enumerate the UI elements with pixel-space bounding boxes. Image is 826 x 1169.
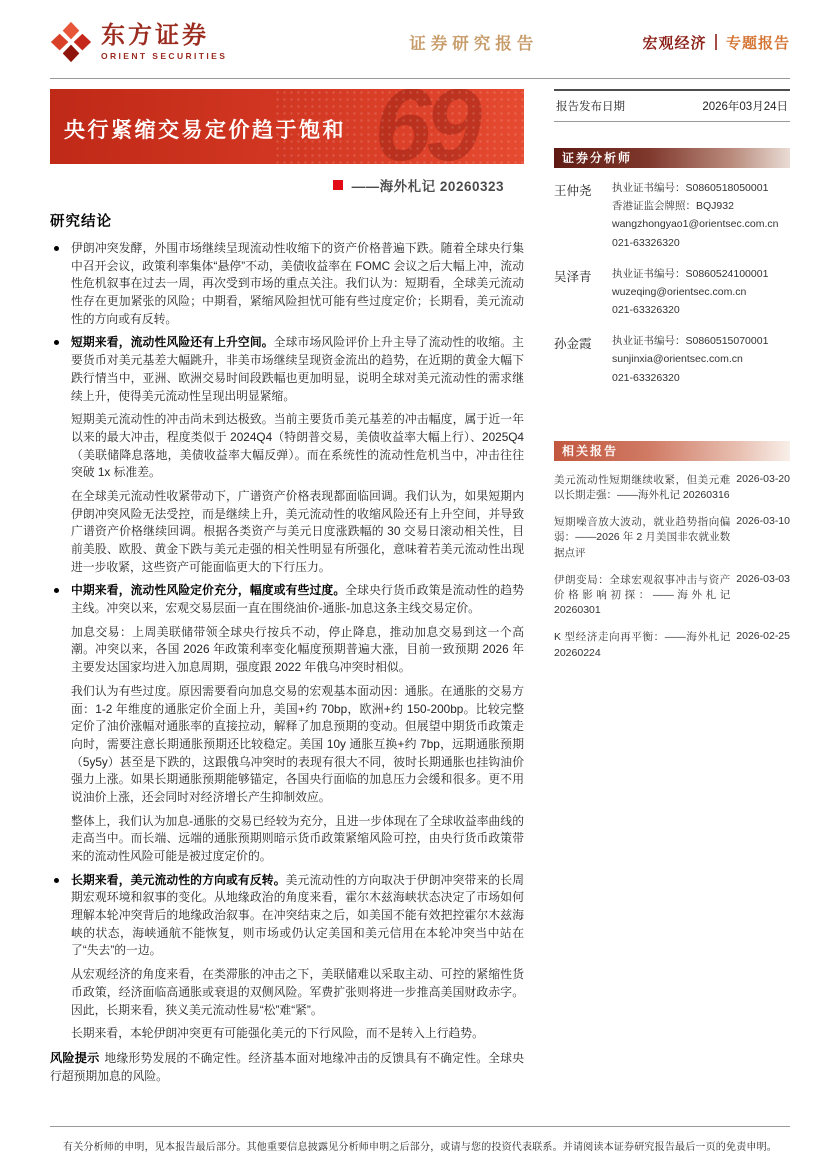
analyst-details <box>612 267 790 322</box>
body-paragraph: 从宏观经济的角度来看，在类滞胀的冲击之下，美联储难以采取主动、可控的紧缩性货币政策，经济面临高通胀或衰退的双侧风险。军费扩张则将进一步推高美国财政赤字。因此，长期来看，狭义美元流动性易“松”难“紧”。 <box>71 967 524 1017</box>
brand-text <box>101 23 227 61</box>
related-report-date: 2026-03-03 <box>736 572 790 585</box>
bullet-paragraph: 短期来看，流动性风险还有上升空间。全球市场风险评价上升主导了流动性的收缩。主要货币对美元基差大幅跳升，非美市场继续呈现资金流出的趋势，在近期的黄金大幅下跌行情当中，亚洲、欧洲交易时间段跌幅也更加明显，说明全球对美元流动性的需求继续上升，使得美元流动性呈现出明显紧缩。 <box>50 334 524 405</box>
brand-subname: ORIENT SECURITIES <box>101 51 228 62</box>
analyst-detail-line: 021-63326320 <box>612 371 680 384</box>
research-heading: 研究结论 <box>50 214 112 230</box>
category-label: 宏观经济 <box>642 34 707 52</box>
orient-securities-logo-icon <box>50 21 92 63</box>
report-title: 央行紧缩交易定价趋于饱和 <box>64 119 346 142</box>
bullet-dot <box>54 340 59 345</box>
bullet-dot <box>54 246 59 251</box>
analyst-detail-line: 021-63326320 <box>612 304 680 317</box>
analyst-name: 王仲尧 <box>554 184 592 198</box>
body-paragraph: 长期来看，本轮伊朗冲突更有可能强化美元的下行风险，而不是转入上行趋势。 <box>71 1026 484 1041</box>
related-report-date: 2026-03-20 <box>736 472 790 485</box>
analyst-detail-line: sunjinxia@orientsec.com.cn <box>612 353 743 366</box>
content-columns <box>0 79 826 1091</box>
report-series-title: 证券研究报告 <box>409 35 539 53</box>
red-square-marker <box>333 180 343 190</box>
report-subtitle: ——海外札记 20260323 <box>351 179 504 194</box>
analyst-detail-line: 执业证书编号：S0860524100001 <box>612 267 769 280</box>
analyst-entry <box>554 267 790 322</box>
bullet-paragraph: 中期来看，流动性风险定价充分，幅度或有些过度。全球央行货币政策是流动性的趋势主线。冲突以来，宏观交易层面一直在围绕油价-通胀-加息这条主线交易定价。 <box>50 582 524 617</box>
body-paragraph: 短期美元流动性的冲击尚未到达极致。当前主要货币美元基差的冲击幅度，属于近一年以来的最大冲击，程度类似于 2024Q4（特朗普交易，美债收益率大幅上行）、2025Q4（美联储降息落地，美债收益率大幅反弹）。而在系统性的流动性危机当中，冲击往往突破 1x 标准差。 <box>71 412 524 480</box>
bullet-paragraph: 长期来看，美元流动性的方向或有反转。美元流动性的方向取决于伊朗冲突带来的长周期宏观环境和叙事的变化。从地缘政治的角度来看，霍尔木兹海峡状态决定了市场如何理解本轮冲突背后的地缘政治叙事。在冲突结束之后，如美国不能有效把控霍尔木兹海峡的状态，海峡通航不能恢复，则市场或仍认定美国和美元信用在本轮冲突当中站在了“失去”的一边。 <box>50 872 524 960</box>
brand-name: 东方证券 <box>101 21 209 49</box>
analyst-detail-line: 021-63326320 <box>612 236 680 249</box>
risk-note: 风险提示 地缘形势发展的不确定性。经济基本面对地缘冲击的反馈具有不确定性。全球央行超预期加息的风险。 <box>50 1050 524 1083</box>
publish-date-value: 2026年03月24日 <box>702 101 788 113</box>
report-classification <box>642 32 790 53</box>
paragraph-lead: 风险提示 <box>50 1050 100 1065</box>
sidebar <box>554 89 790 661</box>
analyst-name: 孙金霞 <box>554 337 592 352</box>
related-report-title: K 型经济走向再平衡：——海外札记 20260224 <box>554 631 731 659</box>
analyst-detail-line: wuzeqing@orientsec.com.cn <box>612 285 747 298</box>
bullet-dot <box>54 878 59 883</box>
analysts-list <box>554 181 790 389</box>
analyst-details <box>612 334 790 389</box>
page-footer <box>50 1126 790 1153</box>
analyst-name: 吴泽青 <box>554 269 592 284</box>
paragraph-lead: 长期来看，美元流动性的方向或有反转。 <box>71 872 286 887</box>
analysts-section-title: 证券分析师 <box>554 148 790 168</box>
footer-disclaimer: 有关分析师的申明，见本报告最后部分。其他重要信息披露见分析师申明之后部分，或请与您的投资代表联系。并请阅读本证券研究报告最后一页的免责申明。 <box>63 1142 777 1153</box>
analyst-detail-line: wangzhongyao1@orientsec.com.cn <box>612 218 779 231</box>
bullet-dot <box>54 588 59 593</box>
main-column <box>50 89 524 1091</box>
analyst-entry <box>554 181 790 254</box>
report-type-label: 专题报告 <box>725 34 790 52</box>
related-report-item <box>554 630 790 660</box>
related-report-title: 伊朗变局：全球宏观叙事冲击与资产价格影响初探：——海外札记 20260301 <box>554 573 731 617</box>
related-report-title: 美元流动性短期继续收紧，但美元难以长期走强：——海外札记 20260316 <box>554 473 731 501</box>
publish-date-label: 报告发布日期 <box>556 101 625 113</box>
body-paragraph: 加息交易：上周美联储带领全球央行按兵不动，停止降息，推动加息交易到这一个高潮。冲突以来，各国 2026 年政策利率变化幅度预期普遍大涨，目前一致预期 2026 年主要发达国家均进入加息周期，强度跟 2022 年俄乌冲突时相似。 <box>71 624 524 675</box>
publish-date-block <box>554 89 790 122</box>
related-report-title: 短期噪音放大波动，就业趋势指向偏弱：——2026 年 2 月美国非农就业数据点评 <box>554 516 731 559</box>
related-reports-list <box>554 473 790 661</box>
related-section-title: 相关报告 <box>554 441 790 461</box>
body-paragraph: 在全球美元流动性收紧带动下，广谱资产价格表现都面临回调。我们认为，如果短期内伊朗冲突风险无法受控，而是继续上升，美元流动性的收缩风险还有上升空间，并导致广谱资产价格继续回调。根据各类资产与美元日度涨跌幅的 30 交易日滚动相关性，目前美股、欧股、黄金下跌与美元走强的相关性明显有所强化，意味着若美元流动性出现进一步收紧，这些资产可能面临更大的下行压力。 <box>71 488 524 574</box>
analyst-entry <box>554 334 790 389</box>
paragraph-lead: 中期来看，流动性风险定价充分，幅度或有些过度。 <box>71 583 346 598</box>
paragraph-lead: 短期来看，流动性风险还有上升空间。 <box>71 335 274 350</box>
bullet-paragraph: 伊朗冲突发酵，外围市场继续呈现流动性收缩下的资产价格普遍下跌。随着全球央行集中召开会议，政策利率集体“悬停”不动，美债收益率在 FOMC 会议之后大幅上冲，流动性危机叙事在过去一周，再次受到市场的重点关注。我们认为：短期看，全球美元流动性存在更加紧张的风险；中期看，紧缩风险担忧可能有些过度定价；长期看，美元流动性的方向或有反转。 <box>50 240 524 328</box>
title-banner <box>50 89 524 164</box>
research-content <box>50 240 524 1085</box>
body-paragraph: 我们认为有些过度。原因需要看向加息交易的宏观基本面动因：通胀。在通胀的交易方面：1-2 年维度的通胀定价全面上升，美国+约 70bp，欧洲+约 150-200bp。比较完整定价了油价涨幅对通胀率的直接拉动，解释了加息预期的变动。但展望中期货币政策走向时，需要注意长期通胀预期还比较稳定。美国 10y 通胀互换+约 7bp，远期通胀预期（5y5y）甚至是下跌的，这跟俄乌冲突时的表现有很大不同，彼时长期通胀也挂钩油价强力上涨。如果长期通胀预期能够锚定，各国央行面临的加息压力会缓和很多。更不用说油价上涨，还会同时对经济增长产生抑制效应。 <box>71 683 524 804</box>
analyst-detail-line: 香港证监会牌照：BQJ932 <box>612 200 734 213</box>
banner-watermark: 69 <box>374 89 476 164</box>
related-report-date: 2026-03-10 <box>736 515 790 528</box>
body-paragraph: 整体上，我们认为加息-通胀的交易已经较为充分，且进一步体现在了全球收益率曲线的走高当中。而长端、远端的通胀预期则暗示货币政策紧缩风险可控，由央行货币政策带来的流动性风险可能是被过度定价的。 <box>71 813 524 863</box>
analyst-detail-line: 执业证书编号：S0860515070001 <box>612 335 769 348</box>
analyst-detail-line: 执业证书编号：S0860518050001 <box>612 182 769 194</box>
related-report-item <box>554 573 790 619</box>
vertical-divider <box>715 34 717 50</box>
brand <box>50 21 305 63</box>
page-header <box>0 0 826 70</box>
related-report-item <box>554 473 790 503</box>
analyst-details <box>612 181 790 254</box>
subtitle-row <box>50 175 504 195</box>
footer-rule <box>50 1126 790 1127</box>
related-report-item <box>554 515 790 561</box>
related-report-date: 2026-02-25 <box>736 630 790 643</box>
